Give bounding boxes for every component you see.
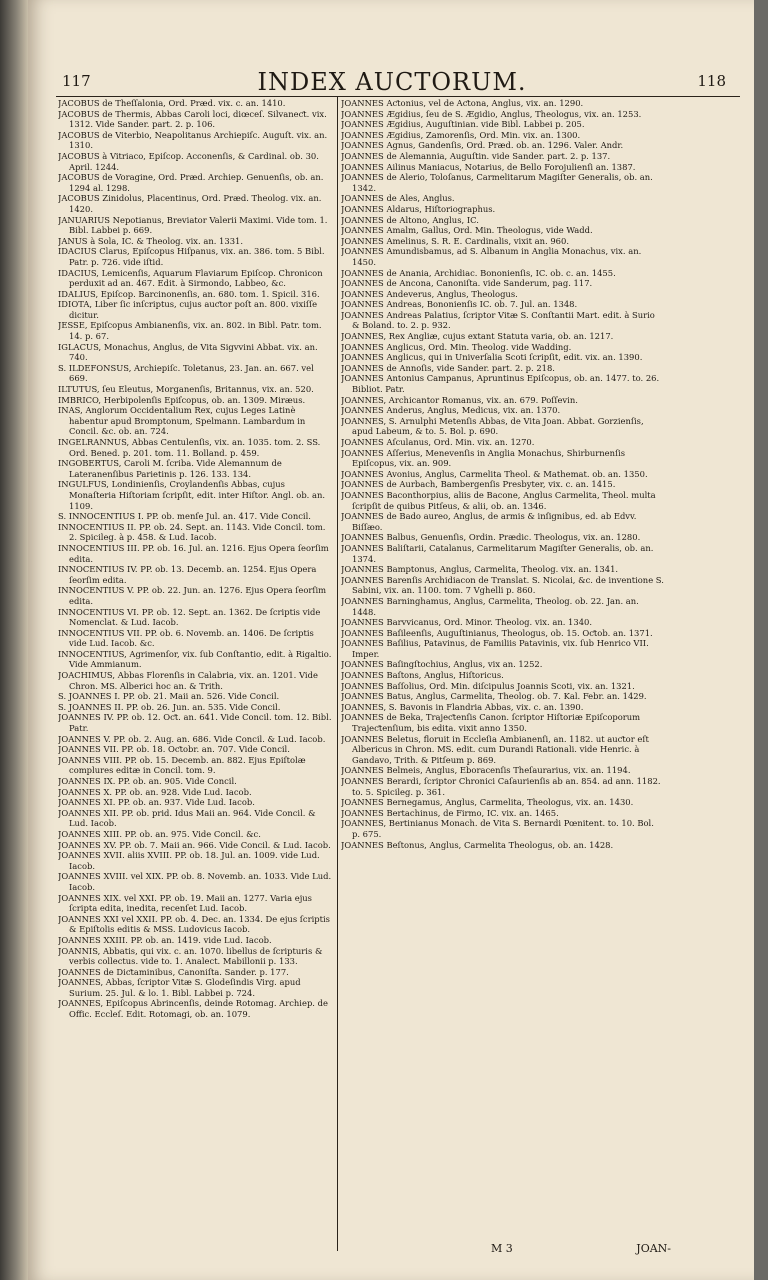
index-entry: JOANNES Ailinus Maniacus, Notarius, de Bello Forojulienſi an. 1387. xyxy=(341,161,636,172)
index-entry: IDACIUS, Lemicenſis, Aquarum Flaviarum Epiſcop. Chronicon perduxit ad an. 467. Edit. à Sirmondo, Labbeo, &c. xyxy=(58,267,323,289)
index-entry: JOANNES, Bertinianus Monach. de Vita S. Bernardi Pœnitent. to. 10. Bol. p. 675. xyxy=(341,818,654,839)
index-entry: JOANNES, S. Bavonis in Flandria Abbas, vix. c. an. 1390. xyxy=(341,701,584,712)
index-entry: JOANNES Berardi, ſcriptor Chronici Caſaurienſis ab an. 854. ad ann. 1182. to. 5. Spicileg. p. 361. xyxy=(341,776,661,797)
index-entry: JOANNES Beſtonus, Anglus, Carmelita Theologus, ob. an. 1428. xyxy=(341,839,614,850)
index-entry: JOANNES Baliſtarii, Catalanus, Carmelitarum Magiſter Generalis, ob. an. 1374. xyxy=(341,542,654,564)
index-entry: JOANNES Baconthorpius, aliis de Bacone, Anglus Carmelita, Theol. multa ſcripſit de quibus Pitſeus, & alii, ob. an. 1346. xyxy=(341,489,656,511)
index-entry: JOANNES V. PP. ob. 2. Aug. an. 686. Vide Concil. & Lud. Iacob. xyxy=(58,733,326,744)
index-entry: JOANNES XVII. aliis XVIII. PP. ob. 18. Jul. an. 1009. vide Lud. Iacob. xyxy=(58,850,320,871)
index-entry: JOANNES VII. PP. ob. 18. Oƈtobr. an. 707. Vide Concil. xyxy=(58,744,290,755)
index-entry: JOANNES IX. PP. ob. an. 905. Vide Concil. xyxy=(58,776,237,786)
index-entry: INGELRANNUS, Abbas Centulenſis, vix. an. 1035. tom. 2. SS. Ord. Bened. p. 201. tom. 11. Bolland. p. 459. xyxy=(58,437,321,458)
index-entry: JACOBUS de Theſſalonia, Ord. Præd. vix. c. an. 1410. xyxy=(58,98,286,108)
page-number-left: 117 xyxy=(62,72,91,90)
index-entry: INNOCENTIUS II. PP. ob. 24. Sept. an. 1143. Vide Concil. tom. 2. Spicileg. à p. 458. & Lud. Iacob. xyxy=(58,521,326,543)
index-entry: IDIOTA, Liber ſic inſcriptus, cujus auƈtor poſt an. 800. vixiſſe dicitur. xyxy=(58,299,318,320)
index-entry: JOANNES Balbus, Genuenſis, Ordin. Prædic. Theologus, vix. an. 1280. xyxy=(341,532,641,543)
index-entry: JOANNES Anglicus, Ord. Min. Theolog. vide Wadding. xyxy=(341,341,572,352)
index-entry: JOANNES Amundisbamus, ad S. Albanum in Anglia Monachus, vix. an. 1450. xyxy=(341,246,642,267)
index-entry: JOANNES IV. PP. ob. 12. Oƈt. an. 641. Vide Concil. tom. 12. Bibl. Patr. xyxy=(58,712,332,734)
index-entry: JOANNES XIX. vel XXI. PP. ob. 19. Maii an. 1277. Varia ejus ſcripta edita, inedita, recenſet Lud. Iacob. xyxy=(58,892,312,914)
book-spine xyxy=(0,0,28,1280)
index-entry: JOANNES Ægidius, Auguſtinian. vide Bibl. Labbei p. 205. xyxy=(341,119,585,130)
index-entry: JOANNES Ægidius, ſeu de S. Ægidio, Anglus, Theologus, vix. an. 1253. xyxy=(341,108,642,119)
index-entry: JESSE, Epiſcopus Ambianenſis, vix. an. 802. in Bibl. Patr. tom. 14. p. 67. xyxy=(58,320,322,342)
left-column xyxy=(58,98,332,1258)
index-entry: JOANNES de Alemannia, Auguſtin. vide Sander. part. 2. p. 137. xyxy=(341,150,611,161)
page-footer xyxy=(341,1242,671,1262)
index-entry: JACOBUS Zinidolus, Placentinus, Ord. Præd. Theolog. vix. an. 1420. xyxy=(58,193,322,214)
index-entry: IMBRICO, Herbipolenſis Epiſcopus, ob. an. 1309. Miræus. xyxy=(58,394,306,405)
index-entry: JOANNES de Bado aureo, Anglus, de armis & inſignibus, ed. ab Edvv. Biſſæo. xyxy=(341,511,637,532)
index-entry: IGLACUS, Monachus, Anglus, de Vita Sigvvini Abbat. vix. an. 740. xyxy=(58,341,318,363)
index-entry: JOANNES Bertachinus, de Firmo, IC. vix. an. 1465. xyxy=(341,807,559,818)
index-entry: INNOCENTIUS V. PP. ob. 22. Jun. an. 1276. Ejus Opera ſeorſim edita. xyxy=(58,585,327,606)
signature-mark: M 3 xyxy=(491,1242,513,1255)
index-entry: JOANNES XII. PP. ob. prid. Idus Maii an. 964. Vide Concil. & Lud. Iacob. xyxy=(58,807,316,829)
column-divider xyxy=(337,97,338,1251)
index-entry: JOACHIMUS, Abbas Florenſis in Calabria, vix. an. 1201. Vide Chron. MS. Alberici hoc an. & Trith. xyxy=(58,670,318,691)
index-entry: JOANNES Barenſis Archidiacon de Translat. S. Nicolai, &c. de inventione S. Sabini, vix. an. 1100. tom. 7 Vghelli p. 860. xyxy=(341,574,664,596)
index-entry: JOANNES Amalm, Gallus, Ord. Min. Theologus, vide Wadd. xyxy=(341,225,593,236)
index-entry: S. JOANNES I. PP. ob. 21. Maii an. 526. Vide Concil. xyxy=(58,691,280,702)
index-entry: JOANNES Barvvicanus, Ord. Minor. Theolog. vix. an. 1340. xyxy=(341,617,593,628)
index-entry: JOANNES Baſilius, Patavinus, de Familiis Patavinis, vix. ſub Henrico VII. Imper. xyxy=(341,638,649,659)
index-entry: INNOCENTIUS III. PP. ob. 16. Jul. an. 1216. Ejus Opera ſeorſim edita. xyxy=(58,542,329,564)
index-entry: INNOCENTIUS, Agrimenſor, vix. ſub Conſtantio, edit. à Rigaltio. Vide Ammianum. xyxy=(58,648,332,670)
index-entry: INGOBERTUS, Caroli M. ſcriba. Vide Alemannum de Lateranenſibus Parietinis p. 126. 133. 134. xyxy=(58,458,282,479)
index-entry: JOANNES Avonius, Anglus, Carmelita Theol. & Mathemat. ob. an. 1350. xyxy=(341,468,648,479)
index-entry: INGULFUS, Londinienſis, Croylandenſis Abbas, cujus Monaſteria Hiſtoriam ſcripſit, edit. inter Hiſtor. Angl. ob. an. 1109. xyxy=(58,479,326,511)
index-entry: JANUS à Sola, IC. & Theolog. vix. an. 1331. xyxy=(58,235,244,246)
index-entry: JOANNES Baſingſtochius, Anglus, vix an. 1252. xyxy=(341,659,543,670)
index-entry: JOANNES Baſſolius, Ord. Min. diſcipulus Joannis Scoti, vix. an. 1321. xyxy=(341,680,635,691)
index-entry: JOANNIS, Abbatis, qui vix. c. an. 1070. libellus de ſcripturis & verbis collectus. vide to. 1. Analect. Mabillonii p. 133. xyxy=(58,945,323,967)
index-entry: JOANNES Bernegamus, Anglus, Carmelita, Theologus, vix. an. 1430. xyxy=(341,797,634,808)
page-number-right: 118 xyxy=(697,72,726,90)
index-entry: JOANNES XXIII. PP. ob. an. 1419. vide Lud. Iacob. xyxy=(58,934,272,945)
page-header xyxy=(58,68,726,96)
index-entry: JOANNES, Epiſcopus Abrincenſis, deinde Rotomag. Archiep. de Offic. Eccleſ. Edit. Rotomagi, ob. an. 1079. xyxy=(58,998,328,1020)
index-entry: JOANNES Amelinus, S. R. E. Cardinalis, vixit an. 960. xyxy=(341,235,569,246)
index-entry: JOANNES Aſſerius, Menevenſis in Anglia Monachus, Shirburnenſis Epiſcopus, vix. an. 909. xyxy=(341,447,626,469)
index-entry: ILTUTUS, ſeu Eleutus, Morganenſis, Britannus, vix. an. 520. xyxy=(58,384,314,395)
index-entry: JOANNES Barninghamus, Anglus, Carmelita, Theolog. ob. 22. Jan. an. 1448. xyxy=(341,595,639,617)
index-entry: JACOBUS de Voragine, Ord. Præd. Archiep. Genuenſis, ob. an. 1294 al. 1298. xyxy=(58,172,324,193)
index-entry: S. JOANNES II. PP. ob. 26. Jun. an. 535. Vide Concil. xyxy=(58,701,281,712)
index-entry: JOANNES de Alerio, Toloſanus, Carmelitarum Magiſter Generalis, ob. an. 1342. xyxy=(341,172,653,193)
index-entry: JOANNES Antonius Campanus, Apruntinus Epiſcopus, ob. an. 1477. to. 26. Bibliot. Patr. xyxy=(341,373,660,395)
page-title: INDEX AUCTORUM. xyxy=(257,68,527,96)
index-entry: JOANNES de Ales, Anglus. xyxy=(341,193,455,204)
index-entry: JOANNES de Aurbach, Bambergenſis Presbyter, vix. c. an. 1415. xyxy=(341,479,616,490)
index-entry: JOANNES XIII. PP. ob. an. 975. Vide Concil. &c. xyxy=(58,828,261,839)
index-entry: JOANNES, S. Arnulphi Metenſis Abbas, de Vita Joan. Abbat. Gorzienſis, apud Labeum, & to. 5. Bol. p. 690. xyxy=(341,415,644,437)
index-entry: INNOCENTIUS VI. PP. ob. 12. Sept. an. 1362. De ſcriptis vide Nomenclat. & Lud. Iacob. xyxy=(58,606,321,628)
index-entry: JOANNES Ægidius, Zamorenſis, Ord. Min. vix. an. 1300. xyxy=(341,129,581,140)
index-entry: JOANNES de Diƈtaminibus, Canoniſta. Sander. p. 177. xyxy=(58,966,289,977)
header-rule xyxy=(56,96,740,97)
index-entry: JACOBUS de Thermis, Abbas Caroli loci, diœceſ. Silvaneƈt. vix. 1312. Vide Sander. part. 2. p. 106. xyxy=(58,108,327,130)
catchword: JOAN- xyxy=(636,1242,671,1255)
index-entry: INAS, Anglorum Occidentalium Rex, cujus Leges Latinè habentur apud Bromptonum, Spelmann. Lambardum in Concil. &c. ob. an. 724. xyxy=(58,405,306,437)
index-entry: JOANNES Anglicus, qui in Univerſalia Scoti ſcripſit, edit. vix. an. 1390. xyxy=(341,352,643,363)
index-entry: JOANNES XVIII. vel XIX. PP. ob. 8. Novemb. an. 1033. Vide Lud. Iacob. xyxy=(58,871,332,892)
index-entry: S. ILDEFONSUS, Archiepiſc. Toletanus, 23. Jan. an. 667. vel 669. xyxy=(58,362,314,384)
index-entry: JOANNES Anderus, Anglus, Medicus, vix. an. 1370. xyxy=(341,405,561,416)
index-entry: JOANNES XI. PP. ob. an. 937. Vide Lud. Iacob. xyxy=(58,797,255,808)
index-entry: JOANNES Agnus, Gandenſis, Ord. Præd. ob. an. 1296. Valer. Andr. xyxy=(341,140,624,151)
index-entry: JOANNES Batus, Anglus, Carmelita, Theolog. ob. 7. Kal. Febr. an. 1429. xyxy=(341,691,647,702)
index-entry: S. INNOCENTIUS I. PP. ob. menſe Jul. an. 417. Vide Concil. xyxy=(58,511,311,522)
index-entry: JOANNES, Rex Angliæ, cujus extant Statuta varia, ob. an. 1217. xyxy=(341,331,614,342)
index-entry: JOANNES de Beka, Trajeƈtenſis Canon. ſcriptor Hiſtoriæ Epiſcoporum Trajeƈtenſium, bis edita. vixit anno 1350. xyxy=(341,712,641,734)
index-entry: JANUARIUS Nepotianus, Breviator Valerii Maximi. Vide tom. 1. Bibl. Labbei p. 669. xyxy=(58,214,328,236)
index-entry: JOANNES de Anania, Archidiac. Bononienſis, IC. ob. c. an. 1455. xyxy=(341,267,616,278)
index-entry: JOANNES, Archicantor Romanus, vix. an. 679. Poſſevin. xyxy=(341,394,578,405)
index-entry: INNOCENTIUS VII. PP. ob. 6. Novemb. an. 1406. De ſcriptis vide Lud. Iacob. &c. xyxy=(58,627,314,649)
right-column xyxy=(341,98,664,1268)
index-entry: JOANNES XXI vel XXII. PP. ob. 4. Dec. an. 1334. De ejus ſcriptis & Epiſtolis editis & MSS. Ludovicus Iacob. xyxy=(58,913,330,935)
index-entry: JOANNES X. PP. ob. an. 928. Vide Lud. Iacob. xyxy=(58,786,252,797)
index-entry: JOANNES Aƈtonius, vel de Aƈtona, Anglus, vix. an. 1290. xyxy=(341,98,584,108)
index-entry: JOANNES Baſileenſis, Auguſtinianus, Theologus, ob. 15. Oƈtob. an. 1371. xyxy=(341,627,653,638)
index-entry: JOANNES de Ancona, Canoniſta. vide Sanderum, pag. 117. xyxy=(341,278,593,289)
index-entry: JOANNES Andeverus, Anglus, Theologus. xyxy=(341,288,518,299)
index-entry: JOANNES Andreas Palatius, ſcriptor Vitæ S. Conſtantii Mart. edit. à Surio & Boland. to. 2. p. 932. xyxy=(341,309,655,331)
index-entry: INNOCENTIUS IV. PP. ob. 13. Decemb. an. 1254. Ejus Opera ſeorſim edita. xyxy=(58,564,317,585)
index-entry: JOANNES Beletus, floruit in Eccleſia Ambianenſi, an. 1182. ut auƈtor eſt Albericus in Chron. MS. edit. cum Durandi Rationali. vide Henric. à Gandavo, Trith. & Pitſeum p. 869. xyxy=(341,733,649,765)
index-entry: IDALIUS, Epiſcop. Barcinonenſis, an. 680. tom. 1. Spicil. 316. xyxy=(58,288,320,299)
index-entry: JOANNES, Abbas, ſcriptor Vitæ S. Glodeſindis Virg. apud Surium. 25. Jul. & lo. 1. Bibl. Labbei p. 724. xyxy=(58,977,301,998)
index-entry: JOANNES de Annoſis, vide Sander. part. 2. p. 218. xyxy=(341,362,555,373)
index-entry: JOANNES Belmeis, Anglus, Eboracenſis Theſaurarius, vix. an. 1194. xyxy=(341,765,631,776)
index-entry: JOANNES Aſculanus, Ord. Min. vix. an. 1270. xyxy=(341,437,535,447)
index-entry: JACOBUS de Viterbio, Neapolitanus Archiepiſc. Auguſt. vix. an. 1310. xyxy=(58,129,328,151)
index-entry: JOANNES Aldarus, Hiſtoriographus. xyxy=(341,203,496,214)
index-entry: JOANNES Bamptonus, Anglus, Carmelita, Theolog. vix. an. 1341. xyxy=(341,564,619,575)
index-entry: JOANNES VIII. PP. ob. 15. Decemb. an. 882. Ejus Epiſtolæ complures editæ in Concil. tom. 9. xyxy=(58,754,306,776)
index-entry: JOANNES Baſtons, Anglus, Hiſtoricus. xyxy=(341,670,504,681)
index-entry: JACOBUS à Vitriaco, Epiſcop. Acconenſis, & Cardinal. ob. 30. April. 1244. xyxy=(58,150,319,172)
index-entry: JOANNES XV. PP. ob. 7. Maii an. 966. Vide Concil. & Lud. Iacob. xyxy=(58,839,331,850)
index-entry: IDACIUS Clarus, Epiſcopus Hiſpanus, vix. an. 386. tom. 5 Bibl. Patr. p. 726. vide iſtid. xyxy=(58,246,325,267)
index-entry: JOANNES de Altono, Anglus, IC. xyxy=(341,214,479,225)
index-entry: JOANNES Andreas, Bononienſis IC. ob. 7. Jul. an. 1348. xyxy=(341,299,578,310)
